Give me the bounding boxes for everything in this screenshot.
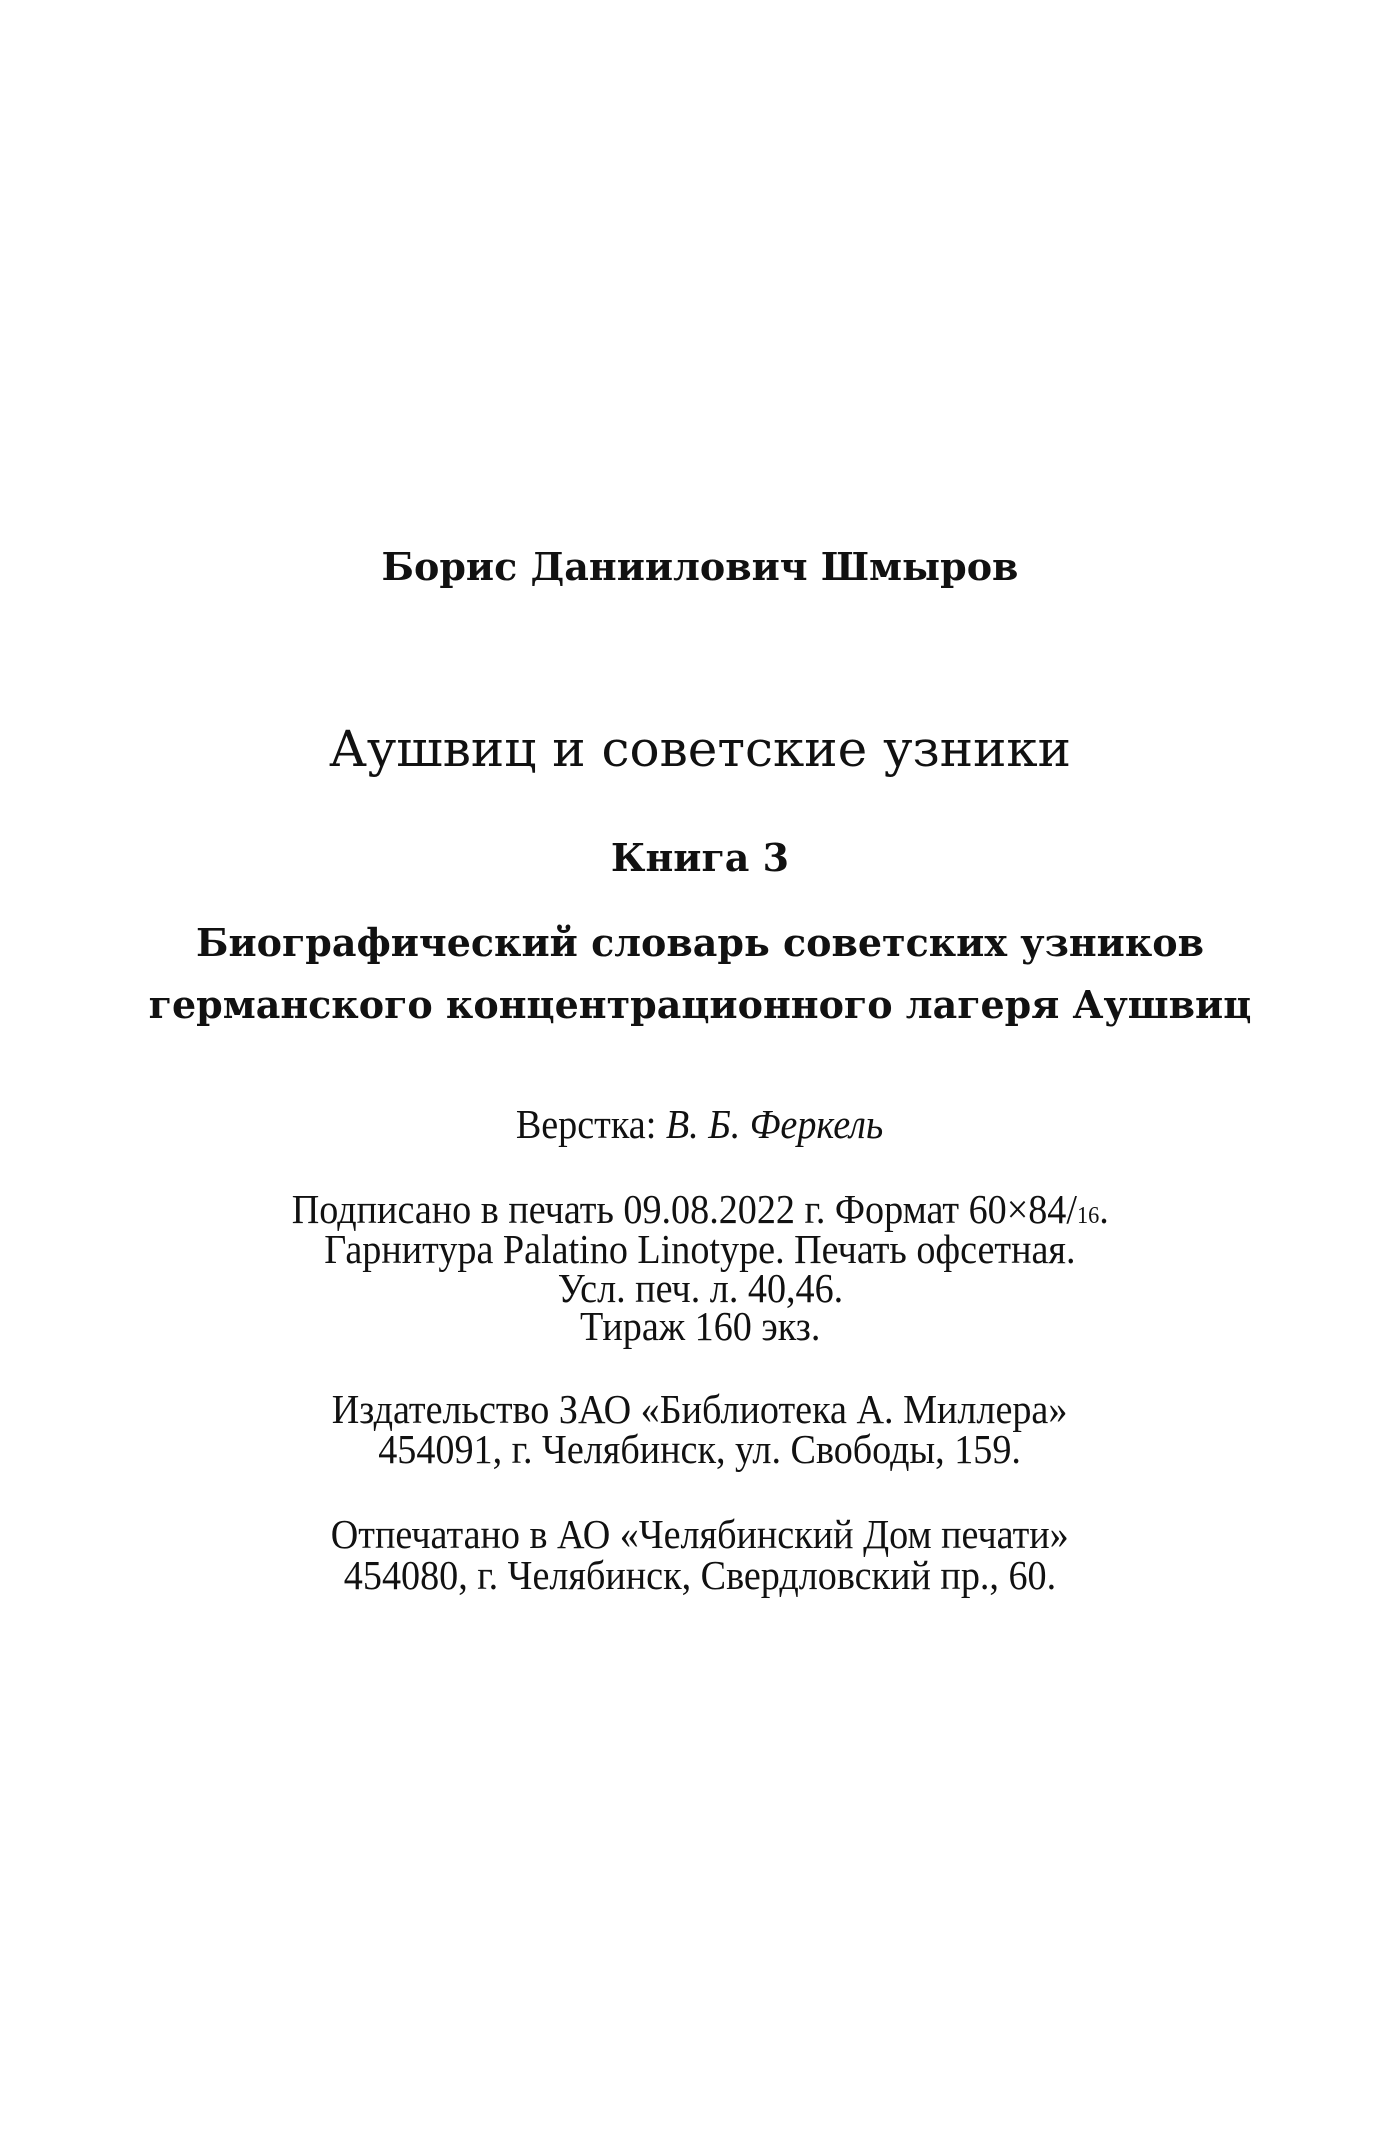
publisher-line-2 <box>0 1426 1400 1472</box>
printer-address: 454080, г. Челябинск, Свердловский пр., 60. <box>343 1552 1057 1598</box>
subtitle-line-1: Биографический словарь советских узников <box>195 920 1205 965</box>
book-title: Аушвиц и советские узники <box>329 720 1071 778</box>
imprint-typeface: Гарнитура Palatino Linotype. Печать офсетная. <box>324 1226 1076 1272</box>
publisher-name: Издательство ЗАО «Библиотека А. Миллера» <box>332 1386 1068 1432</box>
imprint-period: . <box>1098 1186 1109 1232</box>
publisher-line-1 <box>0 1386 1400 1432</box>
layout-credit <box>0 1101 1400 1147</box>
layout-credit-name: В. Б. Феркель <box>666 1101 884 1147</box>
imprint-format-fraction: 16 <box>1076 1203 1099 1229</box>
imprint-line-4 <box>0 1303 1400 1349</box>
imprint-line-3 <box>0 1265 1400 1311</box>
publisher-address: 454091, г. Челябинск, ул. Свободы, 159. <box>378 1426 1022 1472</box>
imprint-print-run: Тираж 160 экз. <box>579 1303 821 1349</box>
printer-line-1 <box>0 1511 1400 1557</box>
imprint-sheets: Усл. печ. л. 40,46. <box>557 1265 843 1311</box>
printer-line-2 <box>0 1552 1400 1598</box>
book-volume: Книга 3 <box>610 835 790 880</box>
author-name: Борис Даниилович Шмыров <box>381 544 1019 589</box>
layout-credit-label: Верстка: <box>516 1101 657 1147</box>
subtitle-line-2: германского концентрационного лагеря Аушвиц <box>148 982 1252 1027</box>
imprint-line-2 <box>0 1226 1400 1272</box>
printer-name: Отпечатано в АО «Челябинский Дом печати» <box>331 1511 1069 1557</box>
imprint-format: Подписано в печать 09.08.2022 г. Формат 60×84/ <box>291 1186 1077 1232</box>
